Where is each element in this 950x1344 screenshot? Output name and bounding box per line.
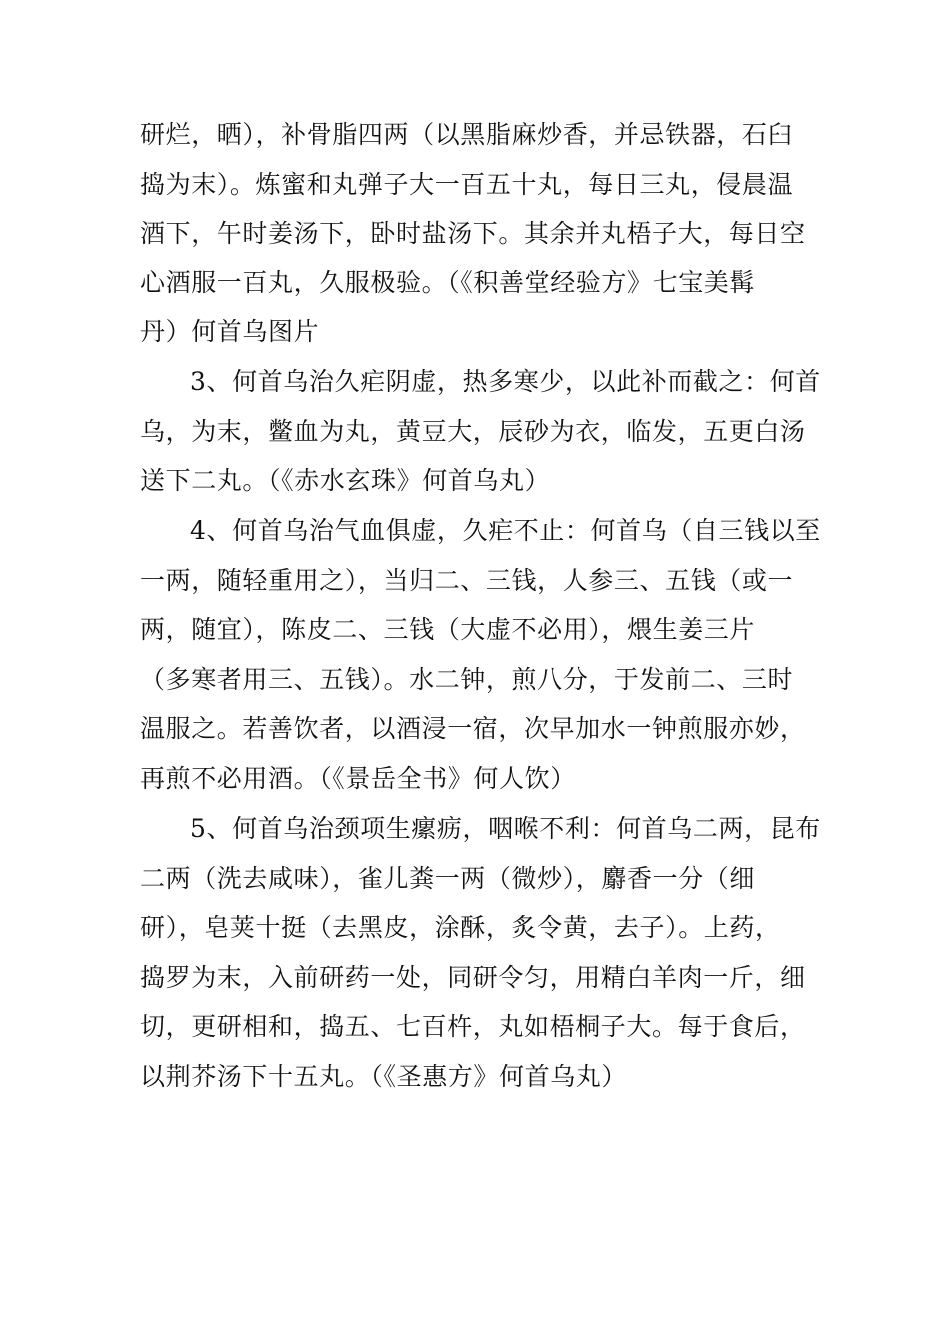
- text-line: 心酒服一百丸，久服极验。（《积善堂经验方》七宝美髯: [140, 268, 756, 297]
- paragraph-first-line: 4、何首乌治气血俱虚，久疟不止：何首乌（自三钱以至: [190, 516, 821, 545]
- paragraph-first-line: 3、何首乌治久疟阴虚，热多寒少，以此补而截之：何首: [190, 367, 821, 396]
- text-line: 一两，随轻重用之），当归二、三钱，人参三、五钱（或一: [140, 566, 794, 595]
- text-line: 切，更研相和，捣五、七百杵，丸如梧桐子大。每于食后，: [140, 1012, 806, 1041]
- text-line: （多寒者用三、五钱）。水二钟，煎八分，于发前二、三时: [140, 665, 794, 694]
- text-line: 丹）何首乌图片: [140, 317, 320, 346]
- text-line: 研烂，晒），补骨脂四两（以黑脂麻炒香，并忌铁器，石臼: [140, 120, 794, 149]
- text-line: 再煎不必用酒。（《景岳全书》何人饮）: [140, 764, 576, 793]
- text-line: 温服之。若善饮者，以酒浸一宿，次早加水一钟煎服亦妙，: [140, 714, 806, 743]
- text-line: 乌，为末，鳖血为丸，黄豆大，辰砂为衣，临发，五更白汤: [140, 417, 806, 446]
- text-line: 两，随宜），陈皮二、三钱（大虚不必用），煨生姜三片: [140, 615, 756, 644]
- text-line: 以荆芥汤下十五丸。（《圣惠方》何首乌丸）: [140, 1062, 628, 1091]
- text-line: 酒下，午时姜汤下，卧时盐汤下。其余并丸梧子大，每日空: [140, 219, 806, 248]
- paragraph-first-line: 5、何首乌治颈项生瘰疬，咽喉不利：何首乌二两，昆布: [190, 814, 821, 843]
- text-line: 送下二丸。（《赤水玄珠》何首乌丸）: [140, 466, 551, 495]
- text-line: 研），皂荚十挺（去黑皮，涂酥，炙令黄，去子）。上药，: [140, 913, 781, 942]
- text-line: 捣罗为末，入前研药一处，同研令匀，用精白羊肉一斤，细: [140, 963, 806, 992]
- text-line: 捣为末）。炼蜜和丸弹子大一百五十丸，每日三丸，侵晨温: [140, 170, 794, 199]
- text-line: 二两（洗去咸味），雀儿粪一两（微炒），麝香一分（细: [140, 864, 756, 893]
